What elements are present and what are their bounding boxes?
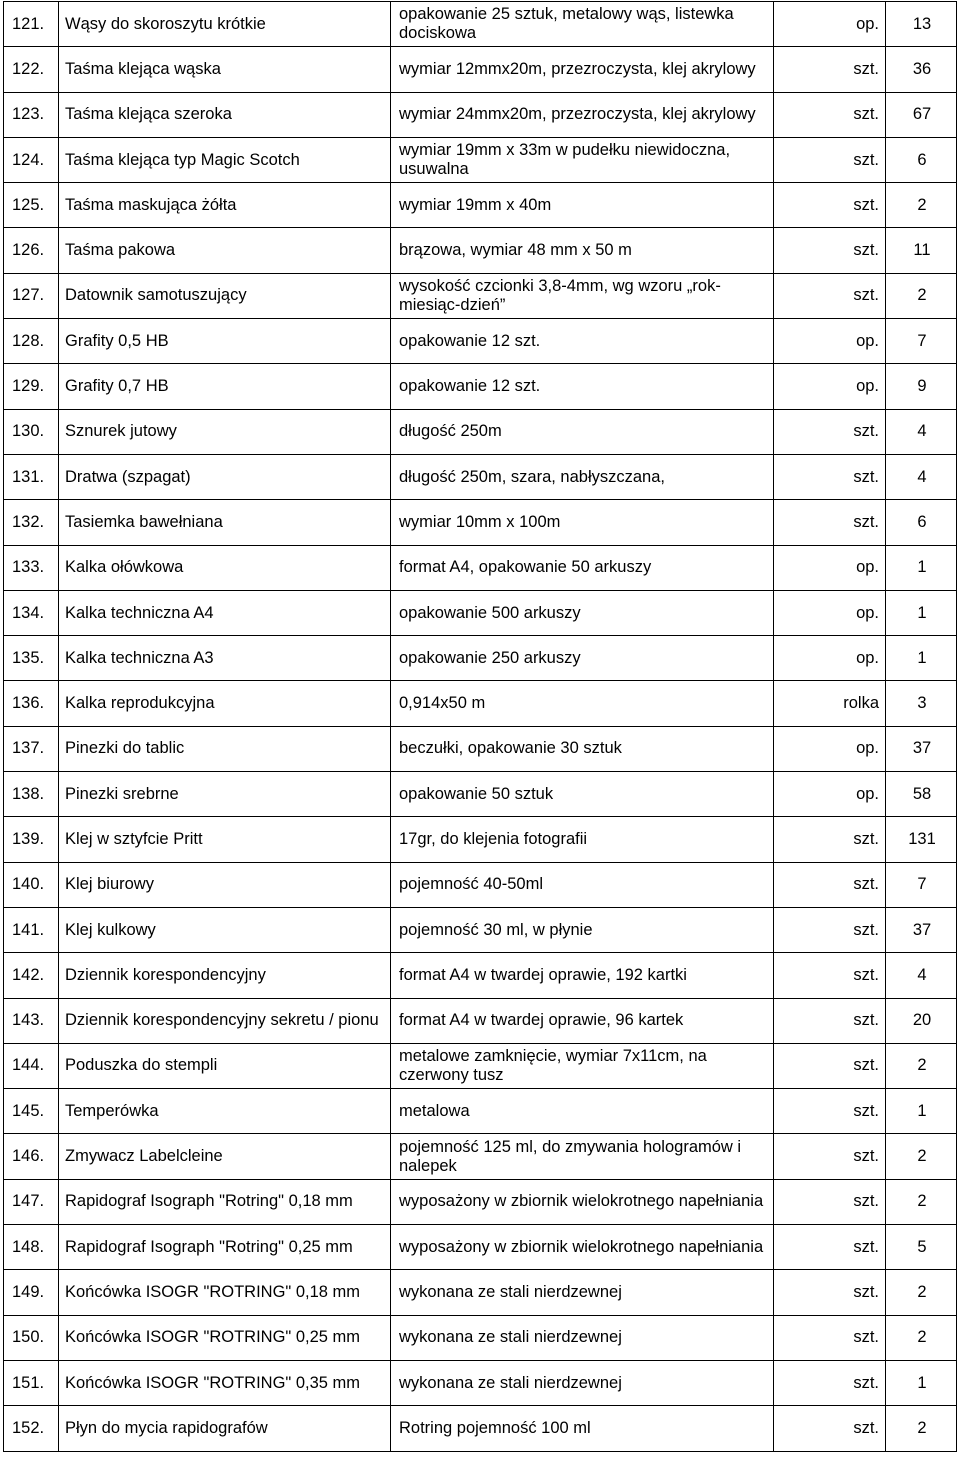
item-name: Kalka techniczna A4 [59, 590, 391, 635]
items-table [3, 1, 957, 1452]
item-name: Płyn do mycia rapidografów [59, 1406, 391, 1451]
item-description: pojemność 125 ml, do zmywania hologramów i nalepek [391, 1134, 774, 1179]
item-unit: szt. [774, 92, 886, 137]
item-quantity: 6 [886, 500, 957, 545]
item-name: Temperówka [59, 1089, 391, 1134]
item-unit: szt. [774, 862, 886, 907]
table-row [4, 998, 957, 1043]
item-unit: szt. [774, 47, 886, 92]
item-unit: szt. [774, 1406, 886, 1451]
item-name: Pinezki srebrne [59, 772, 391, 817]
item-description: opakowanie 12 szt. [391, 364, 774, 409]
item-unit: op. [774, 319, 886, 364]
item-description: format A4 w twardej oprawie, 96 kartek [391, 998, 774, 1043]
item-number: 138. [4, 772, 59, 817]
item-description: format A4, opakowanie 50 arkuszy [391, 545, 774, 590]
item-quantity: 4 [886, 454, 957, 499]
item-description: wyposażony w zbiornik wielokrotnego napełniania [391, 1179, 774, 1224]
item-number: 125. [4, 183, 59, 228]
item-unit: op. [774, 2, 886, 47]
table-row [4, 862, 957, 907]
item-name: Tasiemka bawełniana [59, 500, 391, 545]
item-description: opakowanie 250 arkuszy [391, 636, 774, 681]
item-quantity: 5 [886, 1225, 957, 1270]
item-quantity: 2 [886, 1270, 957, 1315]
item-quantity: 2 [886, 1043, 957, 1088]
item-number: 133. [4, 545, 59, 590]
item-unit: op. [774, 590, 886, 635]
item-name: Kalka reprodukcyjna [59, 681, 391, 726]
table-row [4, 1406, 957, 1451]
table-row [4, 92, 957, 137]
item-unit: szt. [774, 1134, 886, 1179]
table-row [4, 772, 957, 817]
item-number: 142. [4, 953, 59, 998]
item-name: Rapidograf Isograph "Rotring" 0,18 mm [59, 1179, 391, 1224]
item-unit: szt. [774, 1315, 886, 1360]
item-description: opakowanie 500 arkuszy [391, 590, 774, 635]
item-unit: szt. [774, 907, 886, 952]
item-name: Pinezki do tablic [59, 726, 391, 771]
table-row [4, 1043, 957, 1088]
item-name: Klej w sztyfcie Pritt [59, 817, 391, 862]
table-row [4, 636, 957, 681]
table-row [4, 183, 957, 228]
item-unit: op. [774, 726, 886, 771]
item-description: 17gr, do klejenia fotografii [391, 817, 774, 862]
item-number: 123. [4, 92, 59, 137]
item-quantity: 20 [886, 998, 957, 1043]
item-number: 143. [4, 998, 59, 1043]
item-description: metalowa [391, 1089, 774, 1134]
item-name: Dratwa (szpagat) [59, 454, 391, 499]
item-unit: szt. [774, 454, 886, 499]
item-description: brązowa, wymiar 48 mm x 50 m [391, 228, 774, 273]
item-number: 145. [4, 1089, 59, 1134]
item-number: 135. [4, 636, 59, 681]
table-row [4, 590, 957, 635]
item-unit: op. [774, 545, 886, 590]
item-name: Dziennik korespondencyjny sekretu / pionu [59, 998, 391, 1043]
item-unit: szt. [774, 817, 886, 862]
item-name: Taśma klejąca wąska [59, 47, 391, 92]
item-quantity: 2 [886, 1315, 957, 1360]
item-number: 147. [4, 1179, 59, 1224]
item-unit: szt. [774, 1270, 886, 1315]
item-description: opakowanie 50 sztuk [391, 772, 774, 817]
item-number: 136. [4, 681, 59, 726]
item-unit: szt. [774, 137, 886, 182]
item-unit: szt. [774, 500, 886, 545]
item-number: 121. [4, 2, 59, 47]
item-quantity: 2 [886, 1406, 957, 1451]
item-quantity: 9 [886, 364, 957, 409]
item-quantity: 7 [886, 319, 957, 364]
item-unit: szt. [774, 1089, 886, 1134]
item-description: wymiar 10mm x 100m [391, 500, 774, 545]
item-quantity: 13 [886, 2, 957, 47]
table-row [4, 1225, 957, 1270]
item-name: Końcówka ISOGR "ROTRING" 0,35 mm [59, 1360, 391, 1405]
items-table-body [4, 2, 957, 1452]
item-quantity: 67 [886, 92, 957, 137]
item-description: opakowanie 12 szt. [391, 319, 774, 364]
item-quantity: 37 [886, 726, 957, 771]
item-description: Rotring pojemność 100 ml [391, 1406, 774, 1451]
item-name: Dziennik korespondencyjny [59, 953, 391, 998]
item-number: 149. [4, 1270, 59, 1315]
item-number: 144. [4, 1043, 59, 1088]
item-quantity: 131 [886, 817, 957, 862]
item-description: wykonana ze stali nierdzewnej [391, 1315, 774, 1360]
item-quantity: 11 [886, 228, 957, 273]
item-unit: szt. [774, 1360, 886, 1405]
item-unit: rolka [774, 681, 886, 726]
table-row [4, 1315, 957, 1360]
item-description: pojemność 30 ml, w płynie [391, 907, 774, 952]
table-row [4, 726, 957, 771]
table-row [4, 137, 957, 182]
item-description: wymiar 19mm x 40m [391, 183, 774, 228]
item-description: długość 250m [391, 409, 774, 454]
table-row [4, 500, 957, 545]
item-description: metalowe zamknięcie, wymiar 7x11cm, na czerwony tusz [391, 1043, 774, 1088]
table-row [4, 47, 957, 92]
item-name: Grafity 0,5 HB [59, 319, 391, 364]
item-quantity: 2 [886, 273, 957, 318]
item-number: 139. [4, 817, 59, 862]
item-unit: szt. [774, 183, 886, 228]
table-row [4, 907, 957, 952]
item-unit: szt. [774, 273, 886, 318]
item-number: 137. [4, 726, 59, 771]
item-unit: szt. [774, 953, 886, 998]
item-name: Grafity 0,7 HB [59, 364, 391, 409]
item-number: 148. [4, 1225, 59, 1270]
item-quantity: 4 [886, 409, 957, 454]
item-description: wymiar 24mmx20m, przezroczysta, klej akrylowy [391, 92, 774, 137]
item-name: Zmywacz Labelcleine [59, 1134, 391, 1179]
item-quantity: 2 [886, 1179, 957, 1224]
item-number: 126. [4, 228, 59, 273]
item-number: 130. [4, 409, 59, 454]
item-name: Poduszka do stempli [59, 1043, 391, 1088]
item-number: 141. [4, 907, 59, 952]
table-row [4, 409, 957, 454]
item-description: 0,914x50 m [391, 681, 774, 726]
item-unit: op. [774, 772, 886, 817]
item-description: długość 250m, szara, nabłyszczana, [391, 454, 774, 499]
table-row [4, 228, 957, 273]
item-description: wymiar 12mmx20m, przezroczysta, klej akrylowy [391, 47, 774, 92]
table-row [4, 454, 957, 499]
item-name: Kalka ołówkowa [59, 545, 391, 590]
item-unit: op. [774, 636, 886, 681]
item-number: 127. [4, 273, 59, 318]
item-number: 122. [4, 47, 59, 92]
item-unit: op. [774, 364, 886, 409]
item-number: 132. [4, 500, 59, 545]
item-quantity: 1 [886, 590, 957, 635]
item-description: wykonana ze stali nierdzewnej [391, 1360, 774, 1405]
table-row [4, 1360, 957, 1405]
item-quantity: 3 [886, 681, 957, 726]
item-quantity: 1 [886, 1089, 957, 1134]
table-row [4, 1134, 957, 1179]
item-quantity: 4 [886, 953, 957, 998]
item-number: 129. [4, 364, 59, 409]
item-name: Wąsy do skoroszytu krótkie [59, 2, 391, 47]
item-description: format A4 w twardej oprawie, 192 kartki [391, 953, 774, 998]
item-quantity: 7 [886, 862, 957, 907]
item-number: 140. [4, 862, 59, 907]
item-number: 134. [4, 590, 59, 635]
item-quantity: 6 [886, 137, 957, 182]
item-unit: szt. [774, 998, 886, 1043]
item-quantity: 2 [886, 183, 957, 228]
item-name: Taśma klejąca szeroka [59, 92, 391, 137]
item-description: wysokość czcionki 3,8-4mm, wg wzoru „rok-miesiąc-dzień” [391, 273, 774, 318]
item-unit: szt. [774, 1179, 886, 1224]
item-number: 124. [4, 137, 59, 182]
item-description: wykonana ze stali nierdzewnej [391, 1270, 774, 1315]
item-quantity: 2 [886, 1134, 957, 1179]
item-description: pojemność 40-50ml [391, 862, 774, 907]
item-name: Końcówka ISOGR "ROTRING" 0,25 mm [59, 1315, 391, 1360]
item-name: Rapidograf Isograph "Rotring" 0,25 mm [59, 1225, 391, 1270]
item-description: wyposażony w zbiornik wielokrotnego napełniania [391, 1225, 774, 1270]
item-number: 151. [4, 1360, 59, 1405]
item-number: 152. [4, 1406, 59, 1451]
item-name: Kalka techniczna A3 [59, 636, 391, 681]
item-quantity: 36 [886, 47, 957, 92]
item-name: Taśma maskująca żółta [59, 183, 391, 228]
table-row [4, 545, 957, 590]
item-name: Klej kulkowy [59, 907, 391, 952]
item-name: Końcówka ISOGR "ROTRING" 0,18 mm [59, 1270, 391, 1315]
table-row [4, 273, 957, 318]
item-name: Klej biurowy [59, 862, 391, 907]
table-row [4, 817, 957, 862]
item-number: 128. [4, 319, 59, 364]
item-quantity: 1 [886, 1360, 957, 1405]
item-number: 131. [4, 454, 59, 499]
item-description: beczułki, opakowanie 30 sztuk [391, 726, 774, 771]
item-description: wymiar 19mm x 33m w pudełku niewidoczna, usuwalna [391, 137, 774, 182]
item-quantity: 1 [886, 545, 957, 590]
item-name: Sznurek jutowy [59, 409, 391, 454]
table-row [4, 1089, 957, 1134]
item-unit: szt. [774, 1225, 886, 1270]
item-quantity: 58 [886, 772, 957, 817]
table-row [4, 364, 957, 409]
item-unit: szt. [774, 409, 886, 454]
item-name: Datownik samotuszujący [59, 273, 391, 318]
item-name: Taśma pakowa [59, 228, 391, 273]
item-description: opakowanie 25 sztuk, metalowy wąs, listewka dociskowa [391, 2, 774, 47]
item-number: 150. [4, 1315, 59, 1360]
table-row [4, 1270, 957, 1315]
table-row [4, 1179, 957, 1224]
item-unit: szt. [774, 1043, 886, 1088]
item-number: 146. [4, 1134, 59, 1179]
table-row [4, 953, 957, 998]
item-quantity: 37 [886, 907, 957, 952]
table-row [4, 2, 957, 47]
table-row [4, 319, 957, 364]
item-quantity: 1 [886, 636, 957, 681]
item-unit: szt. [774, 228, 886, 273]
table-row [4, 681, 957, 726]
item-name: Taśma klejąca typ Magic Scotch [59, 137, 391, 182]
